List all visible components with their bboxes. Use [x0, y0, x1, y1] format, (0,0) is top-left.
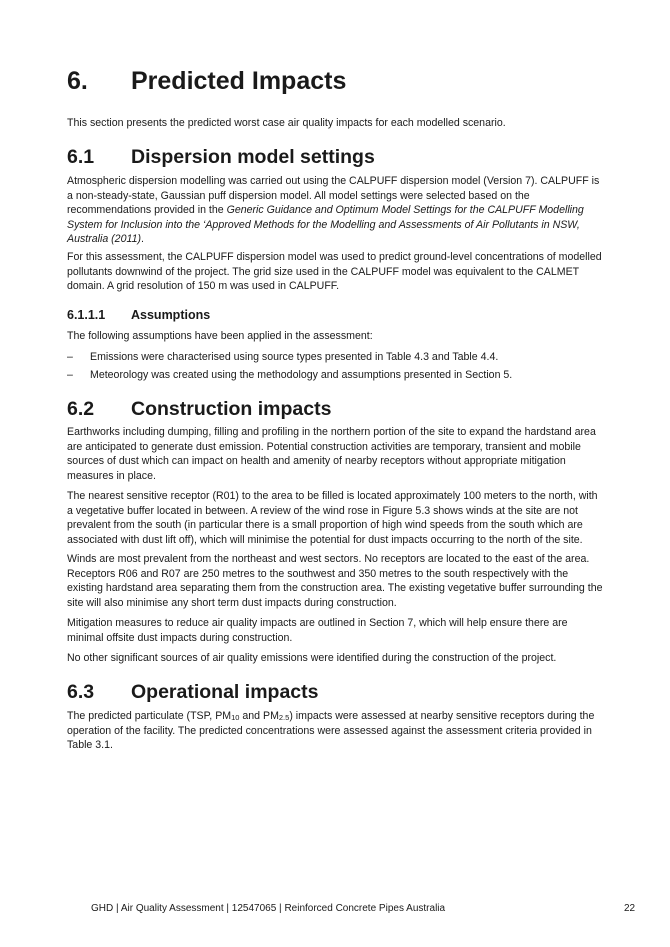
subsubsection-number: 6.1.1.1 [67, 308, 106, 322]
assumptions-intro: The following assumptions have been applied in the assessment: [67, 330, 373, 342]
paragraph-dispersion-2: For this assessment, the CALPUFF dispersion model was used to predict ground-level concentrations of modelled pollutants downwind of the project. The grid size used in the CALPUFF model was equivalent to the CALMET domain. A grid resolution of 150 m was used in CALPUFF. [67, 251, 602, 292]
footer-text: GHD | Air Quality Assessment | 12547065 | Reinforced Concrete Pipes Australia [91, 903, 446, 914]
subsection-number: 6.1 [67, 146, 95, 168]
list-item: – Emissions were characterised using source types presented in Table 4.3 and Table 4.4. [67, 351, 499, 363]
paragraph-construction-3: Winds are most prevalent from the northeast and west sectors. No receptors are located to the east of the area. Receptors R06 and R07 are 250 metres to the southwest and 350 metres to the south respectively with the existing hardstand area separating them from the construction area. The existing vegetative buffer surrounding the site will also minimise any short term dust impacts during construction. [67, 553, 603, 609]
section-title: Predicted Impacts [131, 67, 347, 95]
subsection-number: 6.3 [67, 681, 95, 703]
paragraph-construction-5: No other significant sources of air quality emissions were identified during the construction of the project. [67, 652, 557, 664]
paragraph-operational-1: The predicted particulate (TSP, $PM_{10}$ and $PM_{2.5}$) impacts were assessed at nearby sensitive receptors during the operation of the facility. The predicted concentrations were assessed against the assessment criteria provided in Table 3.1. [67, 710, 595, 751]
section-intro: This section presents the predicted worst case air quality impacts for each modelled scenario. [67, 117, 506, 129]
section-heading [67, 66, 346, 96]
subsection-heading-6-3 [67, 680, 318, 704]
subsubsection-title: Assumptions [131, 308, 211, 322]
subsection-number: 6.2 [67, 398, 95, 420]
paragraph-dispersion-1: Atmospheric dispersion modelling was carried out using the CALPUFF dispersion model (Version 7). CALPUFF is a non-steady-state, Gaussian puff dispersion model. All model settings were selected based on the recommendations provided in the Generic Guidance and Optimum Model Settings for the CALPUFF Modelling System for Inclusion into the ‘Approved Methods for the Modelling and Assessments of Air Pollutants in NSW, Australia (2011). [67, 175, 600, 245]
subsection-title: Dispersion model settings [131, 146, 375, 168]
paragraph-construction-4: Mitigation measures to reduce air quality impacts are outlined in Section 7, which will help ensure there are minimal offsite dust impacts during construction. [67, 617, 568, 644]
page-number: 22 [624, 903, 636, 914]
subsection-heading-6-2 [67, 397, 331, 421]
paragraph-construction-2: The nearest sensitive receptor (R01) to the area to be filled is located approximately 100 meters to the north, with a vegetative buffer located in between. A review of the wind rose in Figure 5.3 shows winds at the site are not prevalent from the south (in particular there is a small proportion of high wind speeds from the south which are associated with dust lift off), which will minimise the potential for dust impacts occurring to the north of the site. [67, 490, 598, 546]
paragraph-construction-1: Earthworks including dumping, filling and profiling in the northern portion of the site to expand the hardstand area are anticipated to generate dust emission. Potential construction activities are temporary, transient and mobile sources of dust which can impact on health and amenity of nearby receptors without appropriate mitigation measures in place. [67, 426, 596, 482]
subsection-title: Construction impacts [131, 398, 332, 420]
subsection-title: Operational impacts [131, 681, 319, 703]
subsubsection-heading-assumptions [67, 307, 210, 323]
list-item: – Meteorology was created using the methodology and assumptions presented in Section 5. [67, 369, 513, 381]
subsection-heading-6-1 [67, 145, 375, 169]
section-number: 6. [67, 67, 88, 95]
